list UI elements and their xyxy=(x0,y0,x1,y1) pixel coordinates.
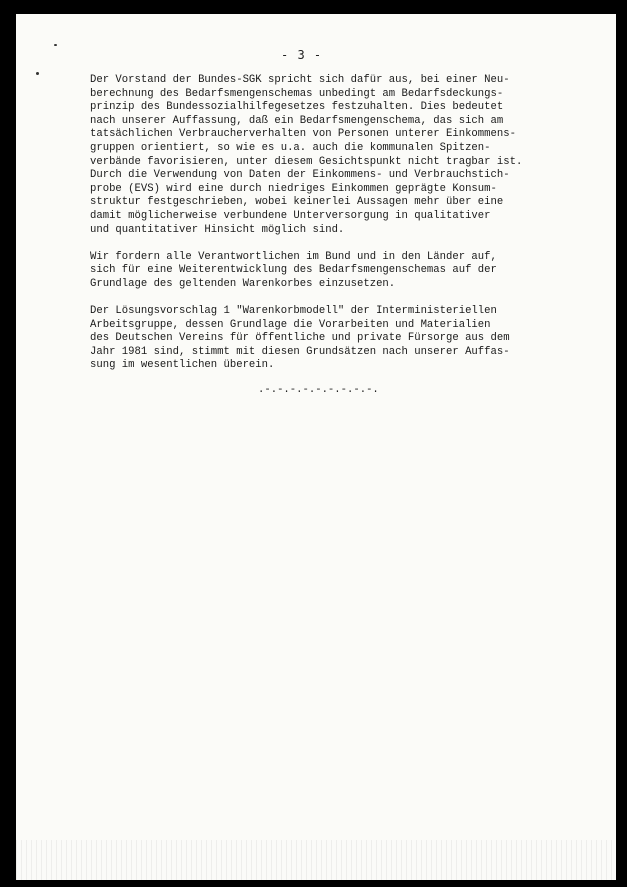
scan-noise xyxy=(16,840,616,880)
end-separator: .-.-.-.-.-.-.-.-.-. xyxy=(258,384,379,396)
scan-speck xyxy=(36,72,39,75)
body-text xyxy=(90,74,568,387)
document-page xyxy=(16,14,616,880)
paragraph-demand: Wir fordern alle Verantwortlichen im Bund und in den Länder auf, sich für eine Weiterentwicklung des Bedarfsmengenschemas auf der Grundlage des geltenden Warenkorbes einzusetzen. xyxy=(90,250,497,290)
page-number: - 3 - xyxy=(281,48,323,62)
paragraph-solution-proposal: Der Lösungsvorschlag 1 "Warenkorbmodell" der Interministeriellen Arbeitsgruppe, dessen Grundlage die Vorarbeiten und Materialien des Deutschen Vereins für öffentliche und private Fürsorge aus dem Jahr 1981 sind, stimmt mit diesen Grundsätzen nach unserer Auffas- sung im wesentlichen überein. xyxy=(90,305,510,372)
paragraph-position-statement: Der Vorstand der Bundes-SGK spricht sich dafür aus, bei einer Neu- berechnung des Bedarfsmengenschemas unbedingt am Bedarfsdeckungs- prinzip des Bundessozialhilfegesetzes festzuhalten. Dies bedeutet nach unserer Auffassung, daß ein Bedarfsmengenschema, das sich am tatsächlichen Verbraucherverhalten von Personen unterer Einkommens- gruppen orientiert, so wie es u.a. auch die kommunalen Spitzen- verbände favorisieren, unter diesem Gesichtspunkt nicht tragbar ist. Durch die Verwendung von Daten der Einkommens- und Verbrauchstich- probe (EVS) wird eine durch niedriges Einkommen geprägte Konsum- struktur festgeschrieben, wobei keinerlei Aussagen mehr über eine damit möglicherweise verbundene Unterversorgung in qualitativer und quantitativer Hinsicht möglich sind. xyxy=(90,74,523,236)
scan-speck xyxy=(54,44,57,46)
